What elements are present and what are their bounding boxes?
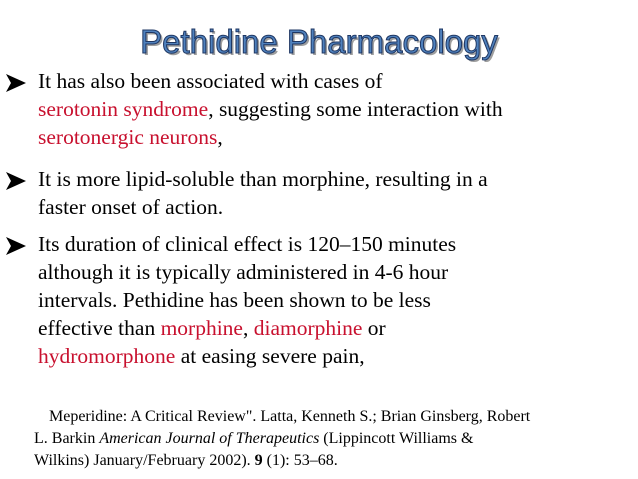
bullet-text: effective than <box>38 316 161 340</box>
bullet-text: intervals. Pethidine has been shown to be less <box>38 288 431 312</box>
journal-volume: 9 <box>254 452 263 469</box>
reference-text: L. Barkin <box>34 430 100 447</box>
bullet-text: faster onset of action. <box>38 195 224 219</box>
journal-title: American Journal of Therapeutics <box>99 430 320 447</box>
reference-line <box>40 406 632 428</box>
bullet-line <box>38 314 632 342</box>
bullet-text: It has also been associated with cases of <box>38 69 383 93</box>
slide-title: Pethidine Pharmacology <box>140 23 498 60</box>
bullet-line <box>38 123 632 151</box>
serotonin-syndrome-link[interactable]: serotonin syndrome <box>38 97 209 121</box>
bullet-item-lipid <box>38 165 632 221</box>
bullet-line <box>38 193 632 221</box>
reference-line <box>34 428 632 450</box>
diamorphine-link[interactable]: diamorphine <box>253 316 363 340</box>
bullet-line <box>38 258 632 286</box>
arrowhead-bullet-icon <box>6 237 26 255</box>
bullet-text: , suggesting some interaction with <box>208 97 503 121</box>
bullet-line <box>38 67 632 95</box>
reference-line <box>34 450 632 472</box>
reference-text: (1): 53–68. <box>262 452 338 469</box>
bullet-item-duration <box>38 230 632 370</box>
reference-text: Meperidine: A Critical Review". Latta, Kenneth S.; Brian Ginsberg, Robert <box>49 408 531 425</box>
arrowhead-bullet-icon <box>6 74 26 92</box>
reference-citation <box>34 406 632 472</box>
bullet-line <box>38 165 632 193</box>
bullet-text: , <box>217 125 223 149</box>
reference-text: (Lippincott Williams & <box>319 430 474 447</box>
bullet-text: although it is typically administered in 4-6 hour <box>38 260 449 284</box>
bullet-text: or <box>362 316 386 340</box>
bullet-text: Its duration of clinical effect is 120–150 minutes <box>38 232 457 256</box>
bullet-text: It is more lipid-soluble than morphine, resulting in a <box>38 167 488 191</box>
arrowhead-bullet-icon <box>6 172 26 190</box>
bullet-text: at easing severe pain, <box>175 344 365 368</box>
reference-text: Wilkins) January/February 2002). <box>34 452 255 469</box>
serotonergic-neurons-link[interactable]: serotonergic neurons <box>38 125 218 149</box>
bullet-line <box>38 95 632 123</box>
bullet-text: , <box>242 316 254 340</box>
hydromorphone-link[interactable]: hydromorphone <box>38 344 176 368</box>
bullet-line <box>38 286 632 314</box>
bullet-item-serotonin <box>38 67 632 151</box>
bullet-line <box>38 230 632 258</box>
morphine-link[interactable]: morphine <box>160 316 243 340</box>
bullet-line <box>38 342 632 370</box>
